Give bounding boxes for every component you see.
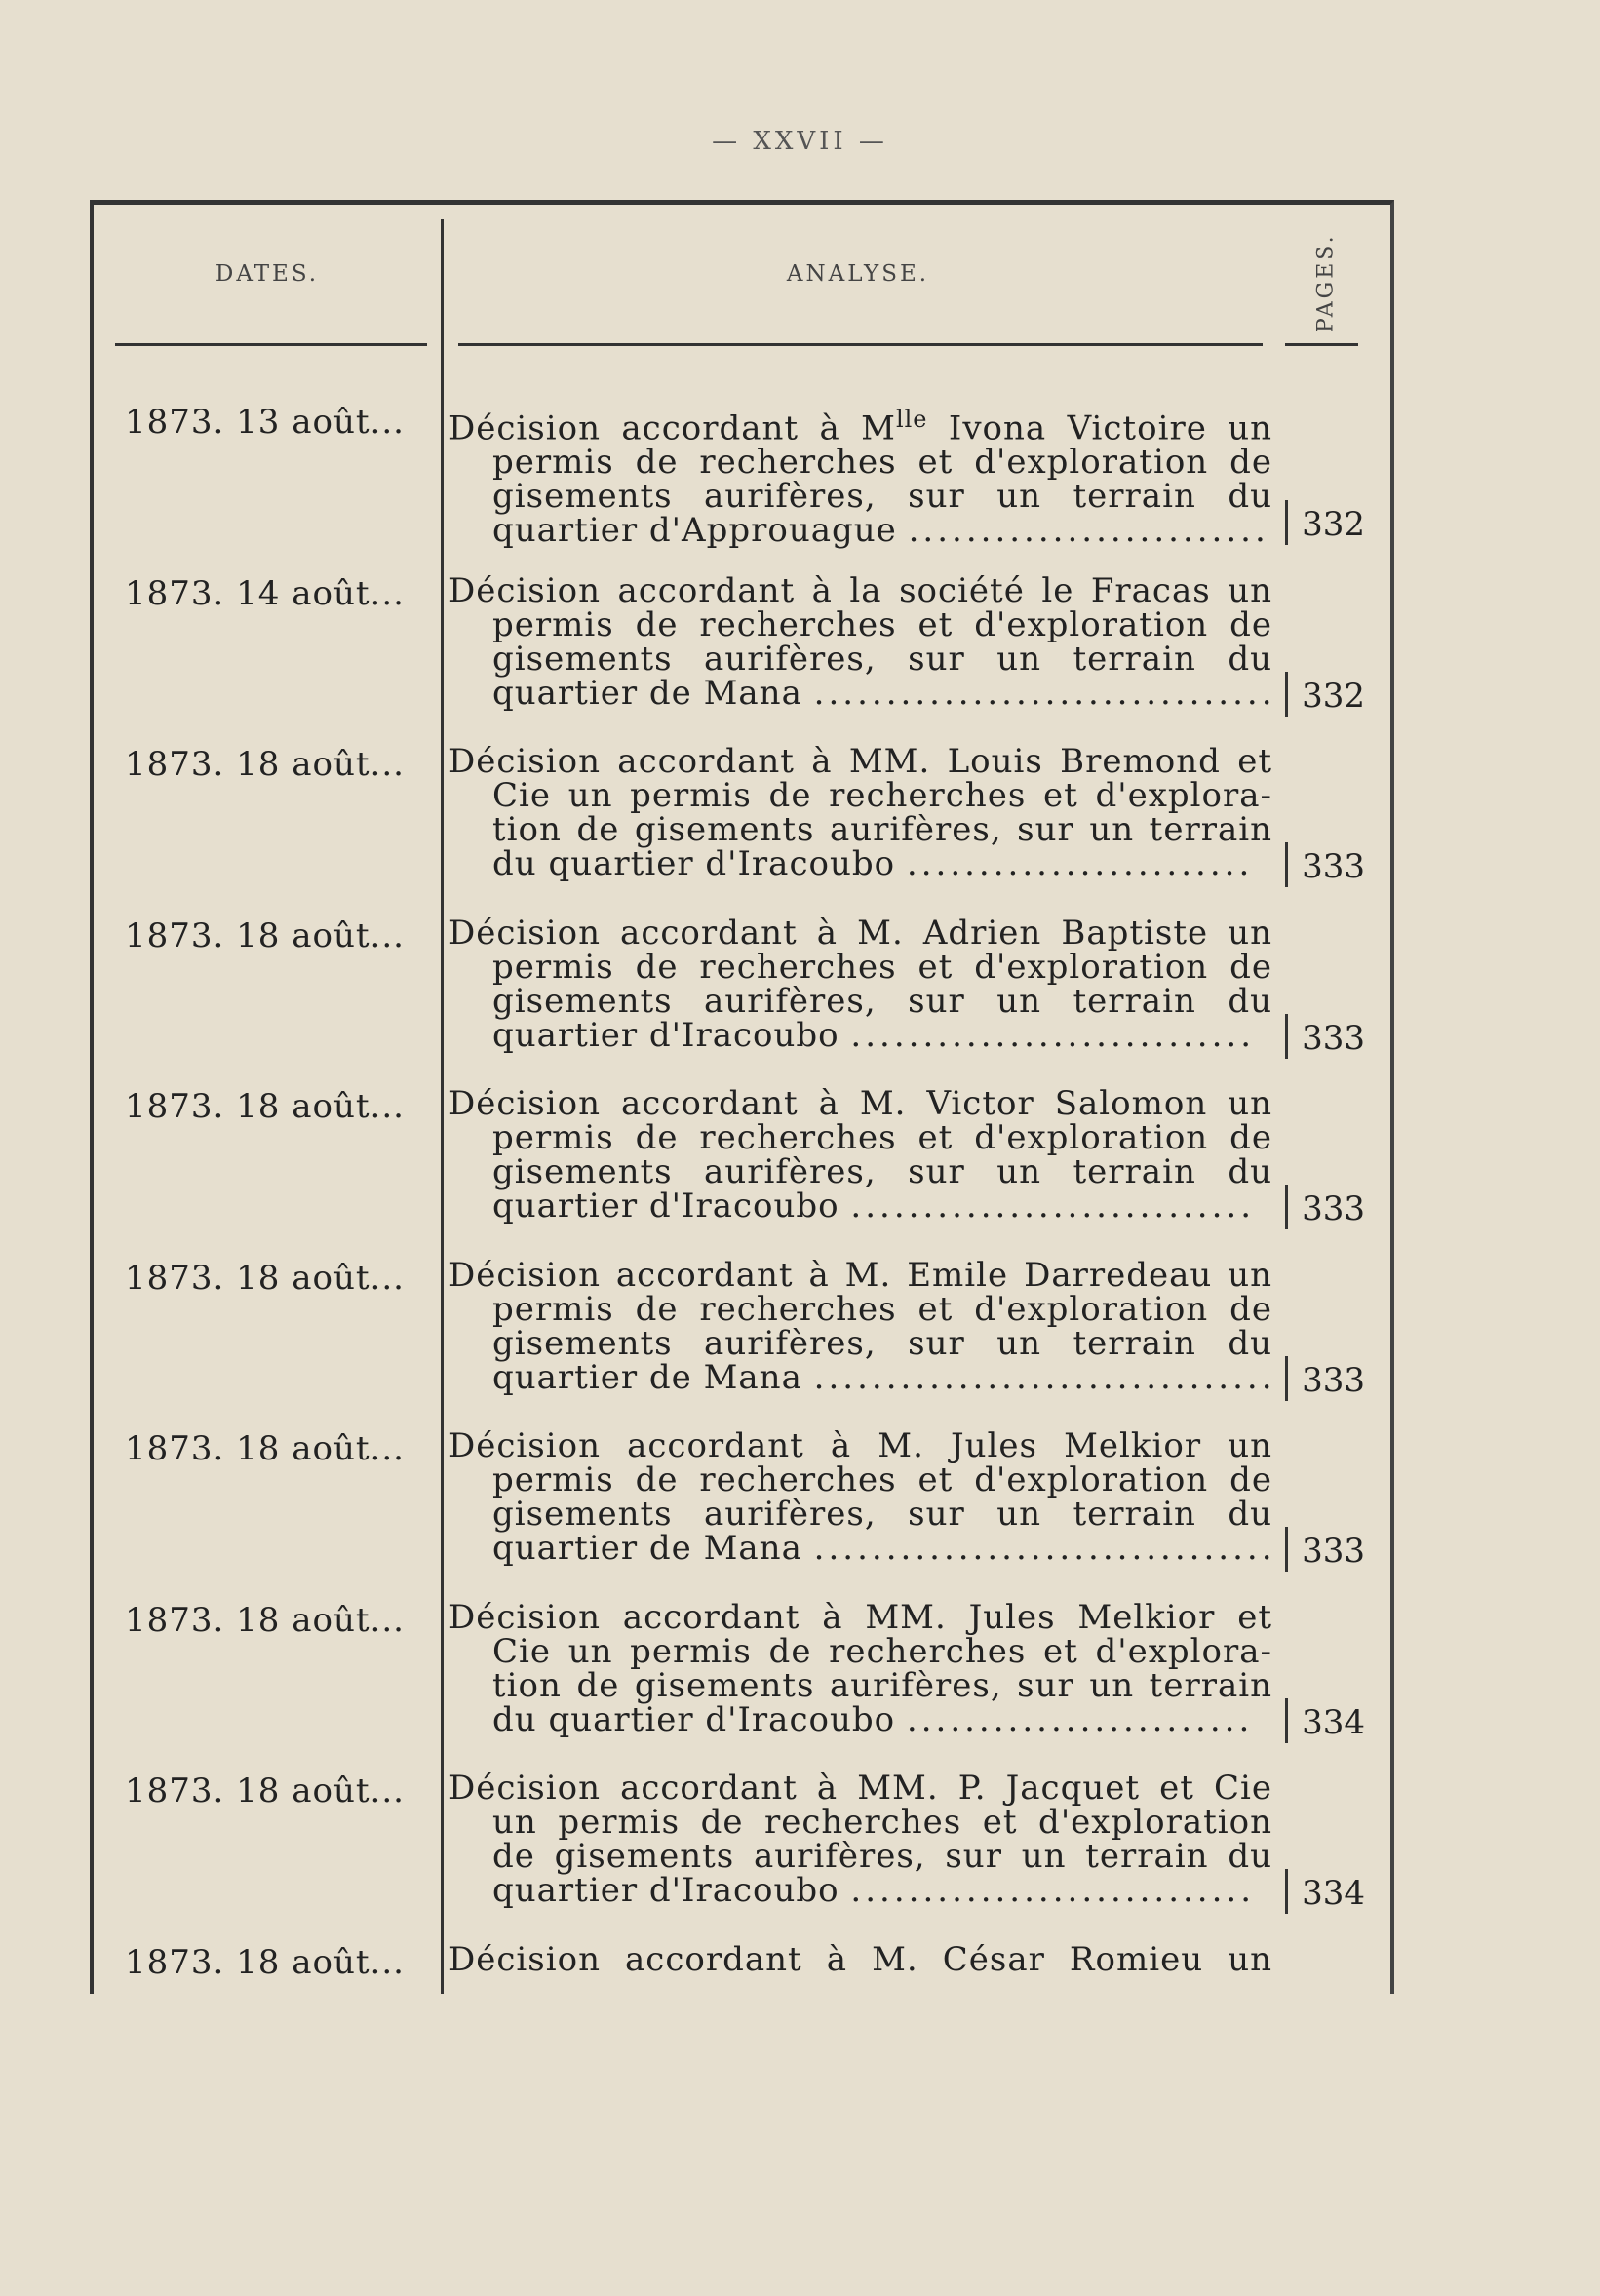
entry-analysis-line: tion de gisements aurifères, sur un terrain [492,810,1272,849]
entry-analysis-line: permis de recherches et d'exploration de [492,604,1272,644]
page-bracket [1285,500,1288,545]
entry-page-number: 333 [1302,1189,1365,1228]
entry-date: 1873. 18 août... [125,915,405,955]
header-rule-dates [115,343,427,346]
entry-analysis-line: du quartier d'Iracoubo ........................ [492,844,1254,883]
entry-date: 1873. 18 août... [125,1771,405,1810]
page-bracket [1285,1869,1288,1914]
header-rule-pages [1285,343,1358,346]
column-divider-dates [441,219,444,1994]
entry-page-number: 334 [1302,1702,1365,1742]
entry-analysis [449,570,1276,713]
entry-analysis-line: permis de recherches et d'exploration de [492,947,1272,987]
entry-analysis-line: gisements aurifères, sur un terrain du [492,1495,1272,1534]
entry-analysis [449,1597,1272,1739]
page-bracket [1285,672,1288,717]
entry-analysis-line: tion de gisements aurifères, sur un terrain [492,1665,1272,1705]
entry-date: 1873. 18 août... [125,1087,405,1126]
page-bracket [1285,1014,1288,1059]
entry-analysis [449,1939,1272,1979]
entry-analysis-line: quartier d'Approuague ......................... [492,511,1269,551]
entry-analysis-line: permis de recherches et d'exploration de [492,1118,1272,1157]
entry-analysis-line: Décision accordant à M. Emile Darredeau un [449,1255,1272,1295]
page-bracket [1285,1698,1288,1743]
entry-analysis-line: Décision accordant à MM. P. Jacquet et Cie [449,1769,1272,1808]
entry-analysis-line: Décision accordant à $M^{lle}$ Ivona Victoire un [449,406,1273,448]
entry-analysis-line: Cie un permis de recherches et d'explora- [492,1631,1272,1671]
entry-analysis-line: quartier de Mana ................................ [492,1529,1276,1568]
entry-analysis-line: permis de recherches et d'exploration de [492,1289,1272,1329]
entry-page-number: 332 [1302,505,1365,544]
entry-analysis-line: gisements aurifères, sur un terrain du [492,477,1272,517]
entry-analysis-line: Décision accordant à MM. Jules Melkior et [449,1597,1272,1637]
page-bracket [1285,842,1288,887]
entry-date: 1873. 18 août... [125,1600,405,1640]
entry-analysis-line: Décision accordant à M. Jules Melkior un [449,1426,1272,1465]
column-header-analyse: ANALYSE. [786,261,930,287]
entry-analysis [449,403,1273,551]
entry-analysis [449,742,1272,883]
entry-date: 1873. 18 août... [125,1429,405,1468]
entry-analysis-line: un permis de recherches et d'exploration [492,1803,1272,1842]
entry-analysis-line: quartier d'Iracoubo ............................ [492,1871,1256,1910]
entry-date: 1873. 14 août... [125,573,405,613]
entry-page-number: 333 [1302,1532,1365,1571]
entry-analysis-line: gisements aurifères, sur un terrain du [492,1152,1272,1191]
entry-analysis-line: quartier d'Iracoubo ............................ [492,1187,1256,1226]
page-bracket [1285,1185,1288,1229]
entry-date: 1873. 18 août... [125,745,405,784]
entry-analysis-line: gisements aurifères, sur un terrain du [492,639,1272,679]
entry-page-number: 333 [1302,1360,1365,1400]
page-bracket [1285,1356,1288,1401]
entry-analysis-line: Décision accordant à MM. Louis Bremond et [449,742,1272,781]
entry-analysis [449,1255,1276,1397]
entry-analysis-line: permis de recherches et d'exploration de [492,1460,1272,1499]
column-header-pages: PAGES. [1313,233,1339,332]
entry-analysis-line: Décision accordant à M. Adrien Baptiste un [449,913,1272,953]
entry-analysis-line: de gisements aurifères, sur un terrain du [492,1837,1272,1876]
entry-analysis-line: quartier d'Iracoubo ............................ [492,1015,1256,1055]
entry-page-number: 332 [1302,676,1365,716]
entry-page-number: 333 [1302,1018,1365,1058]
entry-analysis [449,913,1272,1055]
entry-analysis-line: Décision accordant à M. César Romieu un [449,1939,1272,1979]
column-header-dates: DATES. [215,261,320,287]
entry-analysis [449,1084,1272,1226]
entry-analysis-line: gisements aurifères, sur un terrain du [492,981,1272,1021]
entry-analysis-line: quartier de Mana ................................ [492,673,1276,713]
page-header: — XXVII — [712,127,888,156]
entry-analysis [449,1426,1276,1568]
entry-analysis-line: gisements aurifères, sur un terrain du [492,1323,1272,1363]
entry-date: 1873. 18 août... [125,1942,405,1982]
entry-analysis [449,1771,1272,1908]
entry-analysis-line: Décision accordant à M. Victor Salomon un [449,1084,1272,1123]
entry-date: 1873. 18 août... [125,1258,405,1298]
entry-page-number: 333 [1302,847,1365,886]
entry-analysis-line: Décision accordant à la société le Fracas un [449,570,1272,610]
entry-analysis-line: Cie un permis de recherches et d'explora- [492,776,1272,815]
entry-page-number: 334 [1302,1874,1365,1913]
entry-date: 1873. 13 août... [125,403,405,442]
entry-analysis-line: quartier de Mana ................................ [492,1357,1276,1397]
header-rule-analyse [458,343,1263,346]
entry-analysis-line: du quartier d'Iracoubo ........................ [492,1699,1254,1739]
entry-analysis-line: permis de recherches et d'exploration de [492,443,1272,483]
page-bracket [1285,1527,1288,1572]
